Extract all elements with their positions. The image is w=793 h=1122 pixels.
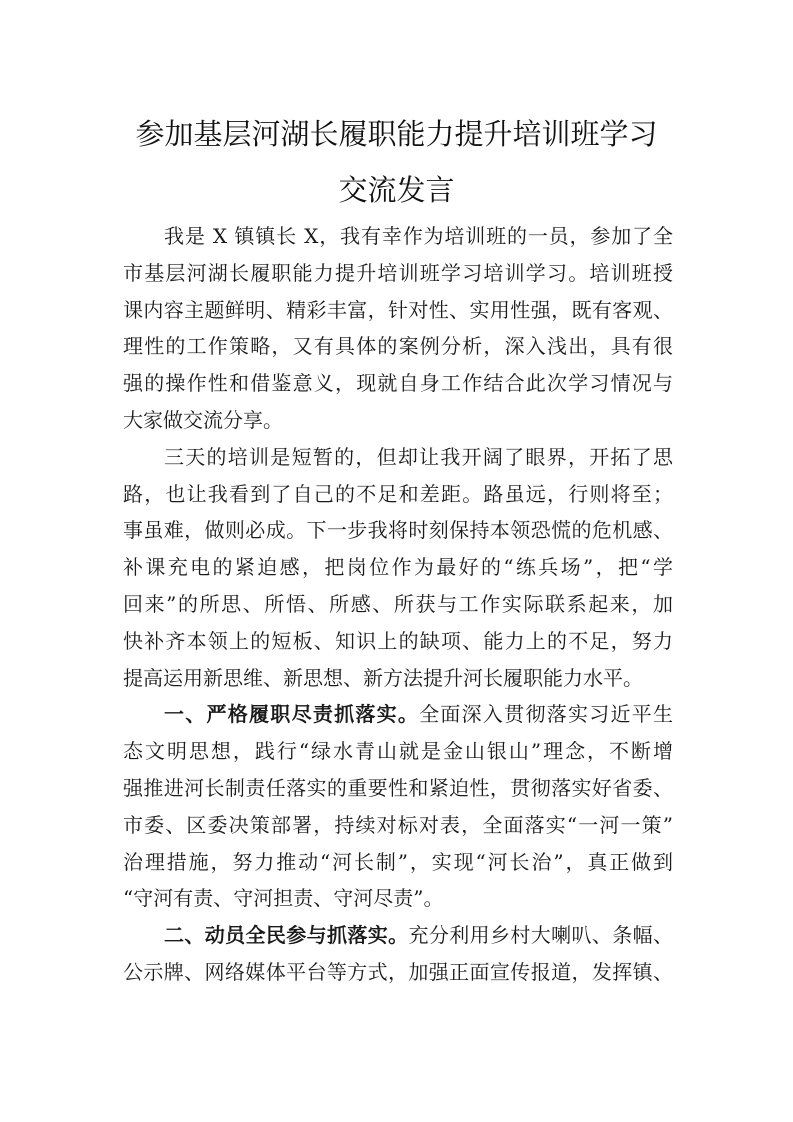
text-line: 三天的培训是短暂的，但却让我开阔了眼界，开拓了思	[164, 444, 673, 469]
section-heading-1: 一、严格履职尽责抓落实。	[164, 702, 420, 727]
text-line: 治理措施，努力推动“河长制”，实现“河长治”，真正做到	[123, 849, 673, 874]
text-line: 态文明思想，践行“绿水青山就是金山银山”理念，不断增	[123, 739, 673, 764]
text-line: 提高运用新思维、新思想、新方法提升河长履职能力水平。	[123, 665, 643, 690]
text-line: “守河有责、守河担责、守河尽责”。	[123, 886, 444, 911]
text-span: 充分利用乡村大喇叭、条幅、	[408, 923, 673, 948]
text-line: 大家做交流分享。	[123, 407, 283, 432]
paragraph-4	[123, 917, 673, 991]
text-line: 路，也让我看到了自己的不足和差距。路虽远，行则将至；	[123, 481, 673, 506]
paragraph-2	[123, 439, 673, 697]
text-line	[123, 696, 673, 733]
text-line: 市委、区委决策部署，持续对标对表，全面落实“一河一策”	[123, 812, 673, 837]
text-line: 快补齐本领上的短板、知识上的缺项、能力上的不足，努力	[123, 628, 673, 653]
text-line: 课内容主题鲜明、精彩丰富，针对性、实用性强，既有客观、	[123, 297, 673, 322]
text-line: 理性的工作策略，又有具体的案例分析，深入浅出，具有很	[123, 334, 673, 359]
text-line: 回来”的所思、所悟、所感、所获与工作实际联系起来，加	[123, 591, 673, 616]
paragraph-3	[123, 696, 673, 917]
text-line: 强推进河长制责任落实的重要性和紧迫性，贯彻落实好省委、	[123, 775, 673, 800]
document-title-line-2: 交流发言	[338, 173, 455, 207]
text-line: 我是 X 镇镇长 X，我有幸作为培训班的一员，参加了全	[164, 224, 673, 248]
text-line: 公示牌、网络媒体平台等方式，加强正面宣传报道，发挥镇、	[123, 959, 673, 984]
paragraph-1	[123, 218, 673, 439]
document-body	[123, 218, 673, 991]
text-line: 市基层河湖长履职能力提升培训班学习培训学习。培训班授	[123, 260, 673, 285]
document-title-line-1: 参加基层河湖长履职能力提升培训班学习	[135, 117, 658, 151]
text-line	[123, 917, 673, 954]
text-line: 补课充电的紧迫感，把岗位作为最好的“练兵场”，把“学	[123, 555, 673, 580]
text-line: 事虽难，做则必成。下一步我将时刻保持本领恐慌的危机感、	[123, 518, 673, 543]
text-span: 全面深入贯彻落实习近平生	[419, 702, 674, 727]
text-line: 强的操作性和借鉴意义，现就自身工作结合此次学习情况与	[123, 371, 673, 396]
section-heading-2: 二、动员全民参与抓落实。	[164, 923, 409, 948]
